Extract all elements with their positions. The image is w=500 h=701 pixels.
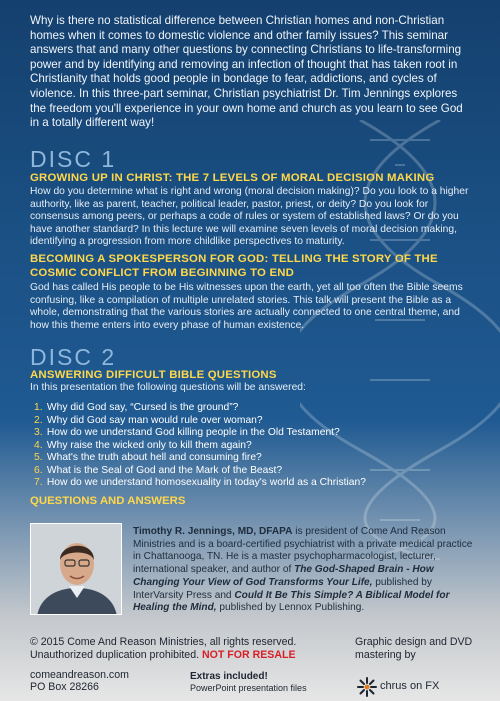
list-item: 2. Why did God say man would rule over woman? [34, 414, 263, 426]
disc-2-section-heading: ANSWERING DIFFICULT BIBLE QUESTIONS [30, 369, 277, 381]
extras-note: Extras included! PowerPoint presentation files [190, 671, 307, 693]
po-box-text: PO Box 28266 [30, 681, 99, 694]
disc-1-section-2-body: God has called His people to be His witnesses upon the earth, yet all too often the Bible seems confusing, like a compilation of multiple unrelated stories. This talk will present the Bible as a whole, demonstrating that the various stories are actually connected to one central theme, and how this theme enters into every phase of human existence. [30, 282, 463, 331]
author-portrait-icon [31, 524, 122, 615]
studio-logo: chrus on FX [356, 676, 486, 698]
list-item: 6. What is the Seal of God and the Mark of the Beast? [34, 464, 283, 476]
copyright-notice: © 2015 Come And Reason Ministries, all rights reserved. Unauthorized duplication prohibited. NOT FOR RESALE [30, 636, 297, 661]
not-for-resale-label: NOT FOR RESALE [201, 649, 296, 661]
disc-1-section-1-heading: GROWING UP IN CHRIST: THE 7 LEVELS OF MORAL DECISION MAKING [30, 172, 435, 184]
list-item: 1. Why did God say, “Cursed is the ground”? [34, 402, 239, 413]
list-item: 4. Why raise the wicked only to kill them again? [34, 439, 252, 451]
contact-address [30, 669, 180, 694]
questions-and-answers-heading: QUESTIONS AND ANSWERS [30, 495, 186, 507]
starburst-logo-icon [356, 676, 378, 698]
intro-paragraph: Why is there no statistical difference between Christian homes and non-Christian homes when it comes to domestic violence and other family issues? This seminar answers that and many other questions by connecting Christians to life-transforming power and by identifying and removing an infection of thought that has taken root in Christianity that holds good people in bondage to fear, addictions, and cycles of violence. In this three-part seminar, Christian psychiatrist Dr. Tim Jennings explores the freedom you'll experience in your own home and church as you learn to see God in a totally different way! [30, 14, 463, 130]
website-text: comeandreason.com [30, 669, 129, 681]
list-item: 3. How do we understand God killing people in the Old Testament? [34, 427, 340, 438]
disc-2-section-intro: In this presentation the following questions will be answered: [30, 382, 306, 393]
design-credit: Graphic design and DVD mastering by [355, 636, 473, 661]
disc-1-section-1-body: How do you determine what is right and wrong (moral decision making)? Do you look to a higher authority, like as parent, teacher, political leader, pastor, priest, or deity? Do you look for consensus among peers, or perhaps a code of rules or system of established laws? Or do you have another standard? In this lecture we will examine seven levels of moral decision making, identifying a progression from more childlike perspectives to maturity. [30, 186, 469, 248]
disc-2-title: DISC 2 [30, 344, 117, 370]
disc-1-title: DISC 1 [30, 146, 117, 172]
questions-list [34, 402, 454, 490]
author-photo [30, 523, 122, 615]
list-item: 7. How do we understand homosexuality in today's world as a Christian? [34, 477, 366, 488]
author-bio: Timothy R. Jennings, MD, DFAPA is president of Come And Reason Ministries and is a board-certified psychiatrist with a private medical practice in Chattanooga, TN. He is a master psychopharmacologist, lecturer, international speaker, and author of The God-Shaped Brain - How Changing Your View of God Transforms Your Life, published by InterVarsity Press and Could It Be This Simple? A Biblical Model for Healing the Mind, published by Lennox Publishing. [133, 526, 473, 614]
disc-1-section-2-heading: BECOMING A SPOKESPERSON FOR GOD: TELLING THE STORY OF THE COSMIC CONFLICT FROM BEGINNING TO END [30, 253, 438, 279]
list-item: 5. What's the truth about hell and consuming fire? [34, 452, 262, 463]
